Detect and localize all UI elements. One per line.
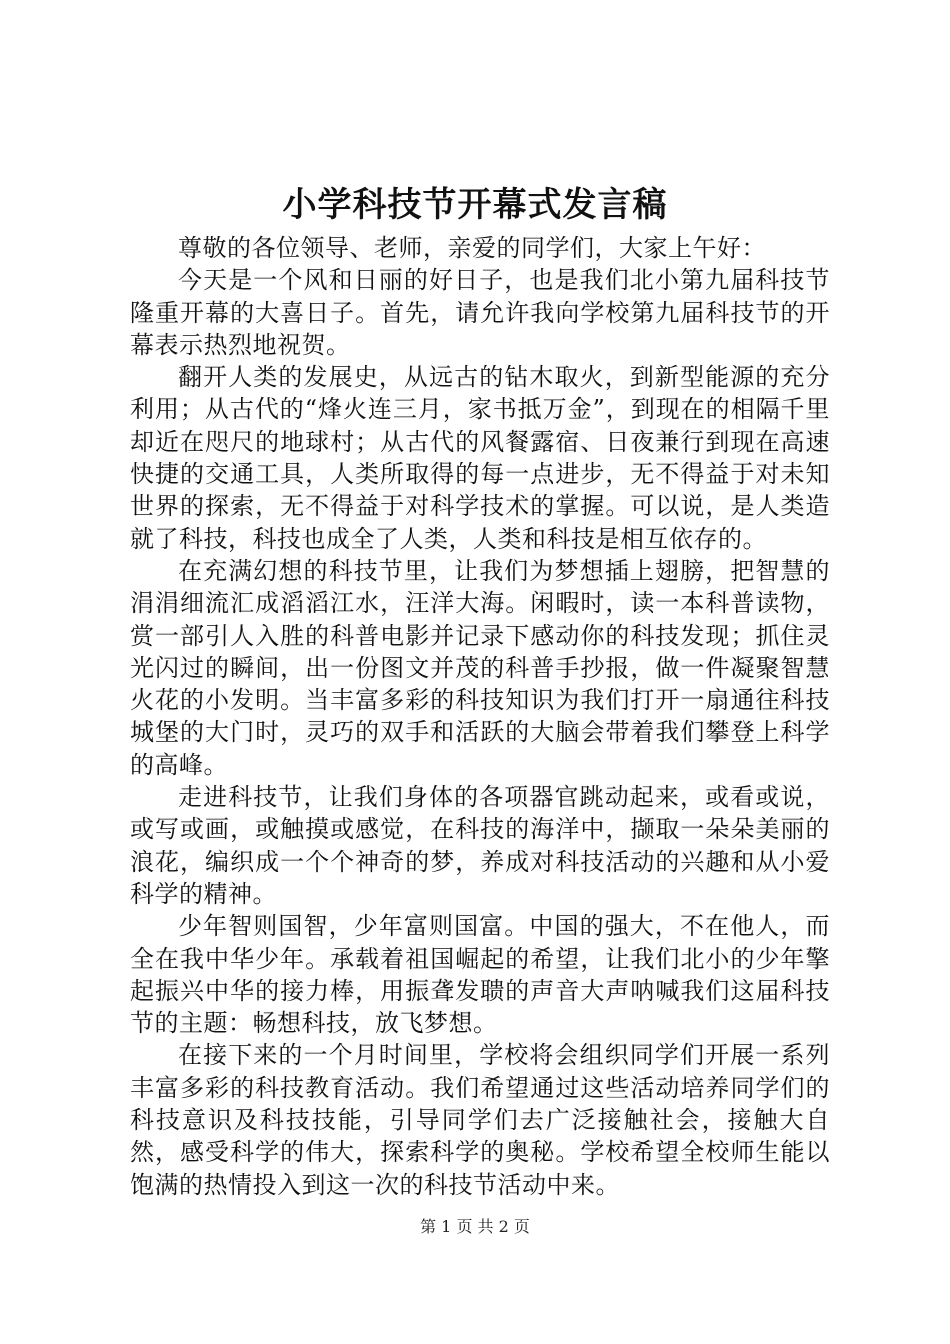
paragraph-history: 翻开人类的发展史，从远古的钻木取火，到新型能源的充分利用；从古代的“烽火连三月，家书抵万金”，到现在的相隔千里却近在咫尺的地球村；从古代的风餐露宿、日夜兼行到现在高速快捷的交通工具，人类所取得的每一点进步，无不得益于对未知世界的探索，无不得益于对科学技术的掌握。可以说，是人类造就了科技，科技也成全了人类，人类和科技是相互依存的。	[130, 363, 830, 553]
paragraph-opening: 今天是一个风和日丽的好日子，也是我们北小第九届科技节隆重开幕的大喜日子。首先，请允许我向学校第九届科技节的开幕表示热烈地祝贺。	[130, 266, 830, 359]
paragraph-imagination: 在充满幻想的科技节里，让我们为梦想插上翅膀，把智慧的涓涓细流汇成滔滔江水，汪洋大海。闲暇时，读一本科普读物，赏一部引人入胜的科普电影并记录下感动你的科技发现；抓住灵光闪过的瞬间，出一份图文并茂的科普手抄报，做一件凝聚智慧火花的小发明。当丰富多彩的科技知识为我们打开一扇通往科技城堡的大门时，灵巧的双手和活跃的大脑会带着我们攀登上科学的高峰。	[130, 556, 830, 779]
paragraph-activities: 在接下来的一个月时间里，学校将会组织同学们开展一系列丰富多彩的科技教育活动。我们希望通过这些活动培养同学们的科技意识及科技技能，引导同学们去广泛接触社会，接触大自然，感受科学的伟大，探索科学的奥秘。学校希望全校师生能以饱满的热情投入到这一次的科技节活动中来。	[130, 1041, 830, 1199]
paragraph-youth: 少年智则国智，少年富则国富。中国的强大，不在他人，而全在我中华少年。承载着祖国崛起的希望，让我们北小的少年擎起振兴中华的接力棒，用振聋发聩的声音大声呐喊我们这届科技节的主题：畅想科技，放飞梦想。	[130, 912, 830, 1038]
paragraph-senses: 走进科技节，让我们身体的各项器官跳动起来，或看或说，或写或画，或触摸或感觉，在科技的海洋中，撷取一朵朵美丽的浪花，编织成一个个神奇的梦，养成对科技活动的兴趣和从小爱科学的精神。	[130, 783, 830, 908]
page-number-footer: 第 1 页 共 2 页	[420, 1217, 530, 1236]
paragraph-greeting: 尊敬的各位领导、老师，亲爱的同学们，大家上午好：	[178, 234, 766, 262]
document-title: 小学科技节开幕式发言稿	[282, 185, 668, 225]
document-body	[130, 232, 830, 1201]
